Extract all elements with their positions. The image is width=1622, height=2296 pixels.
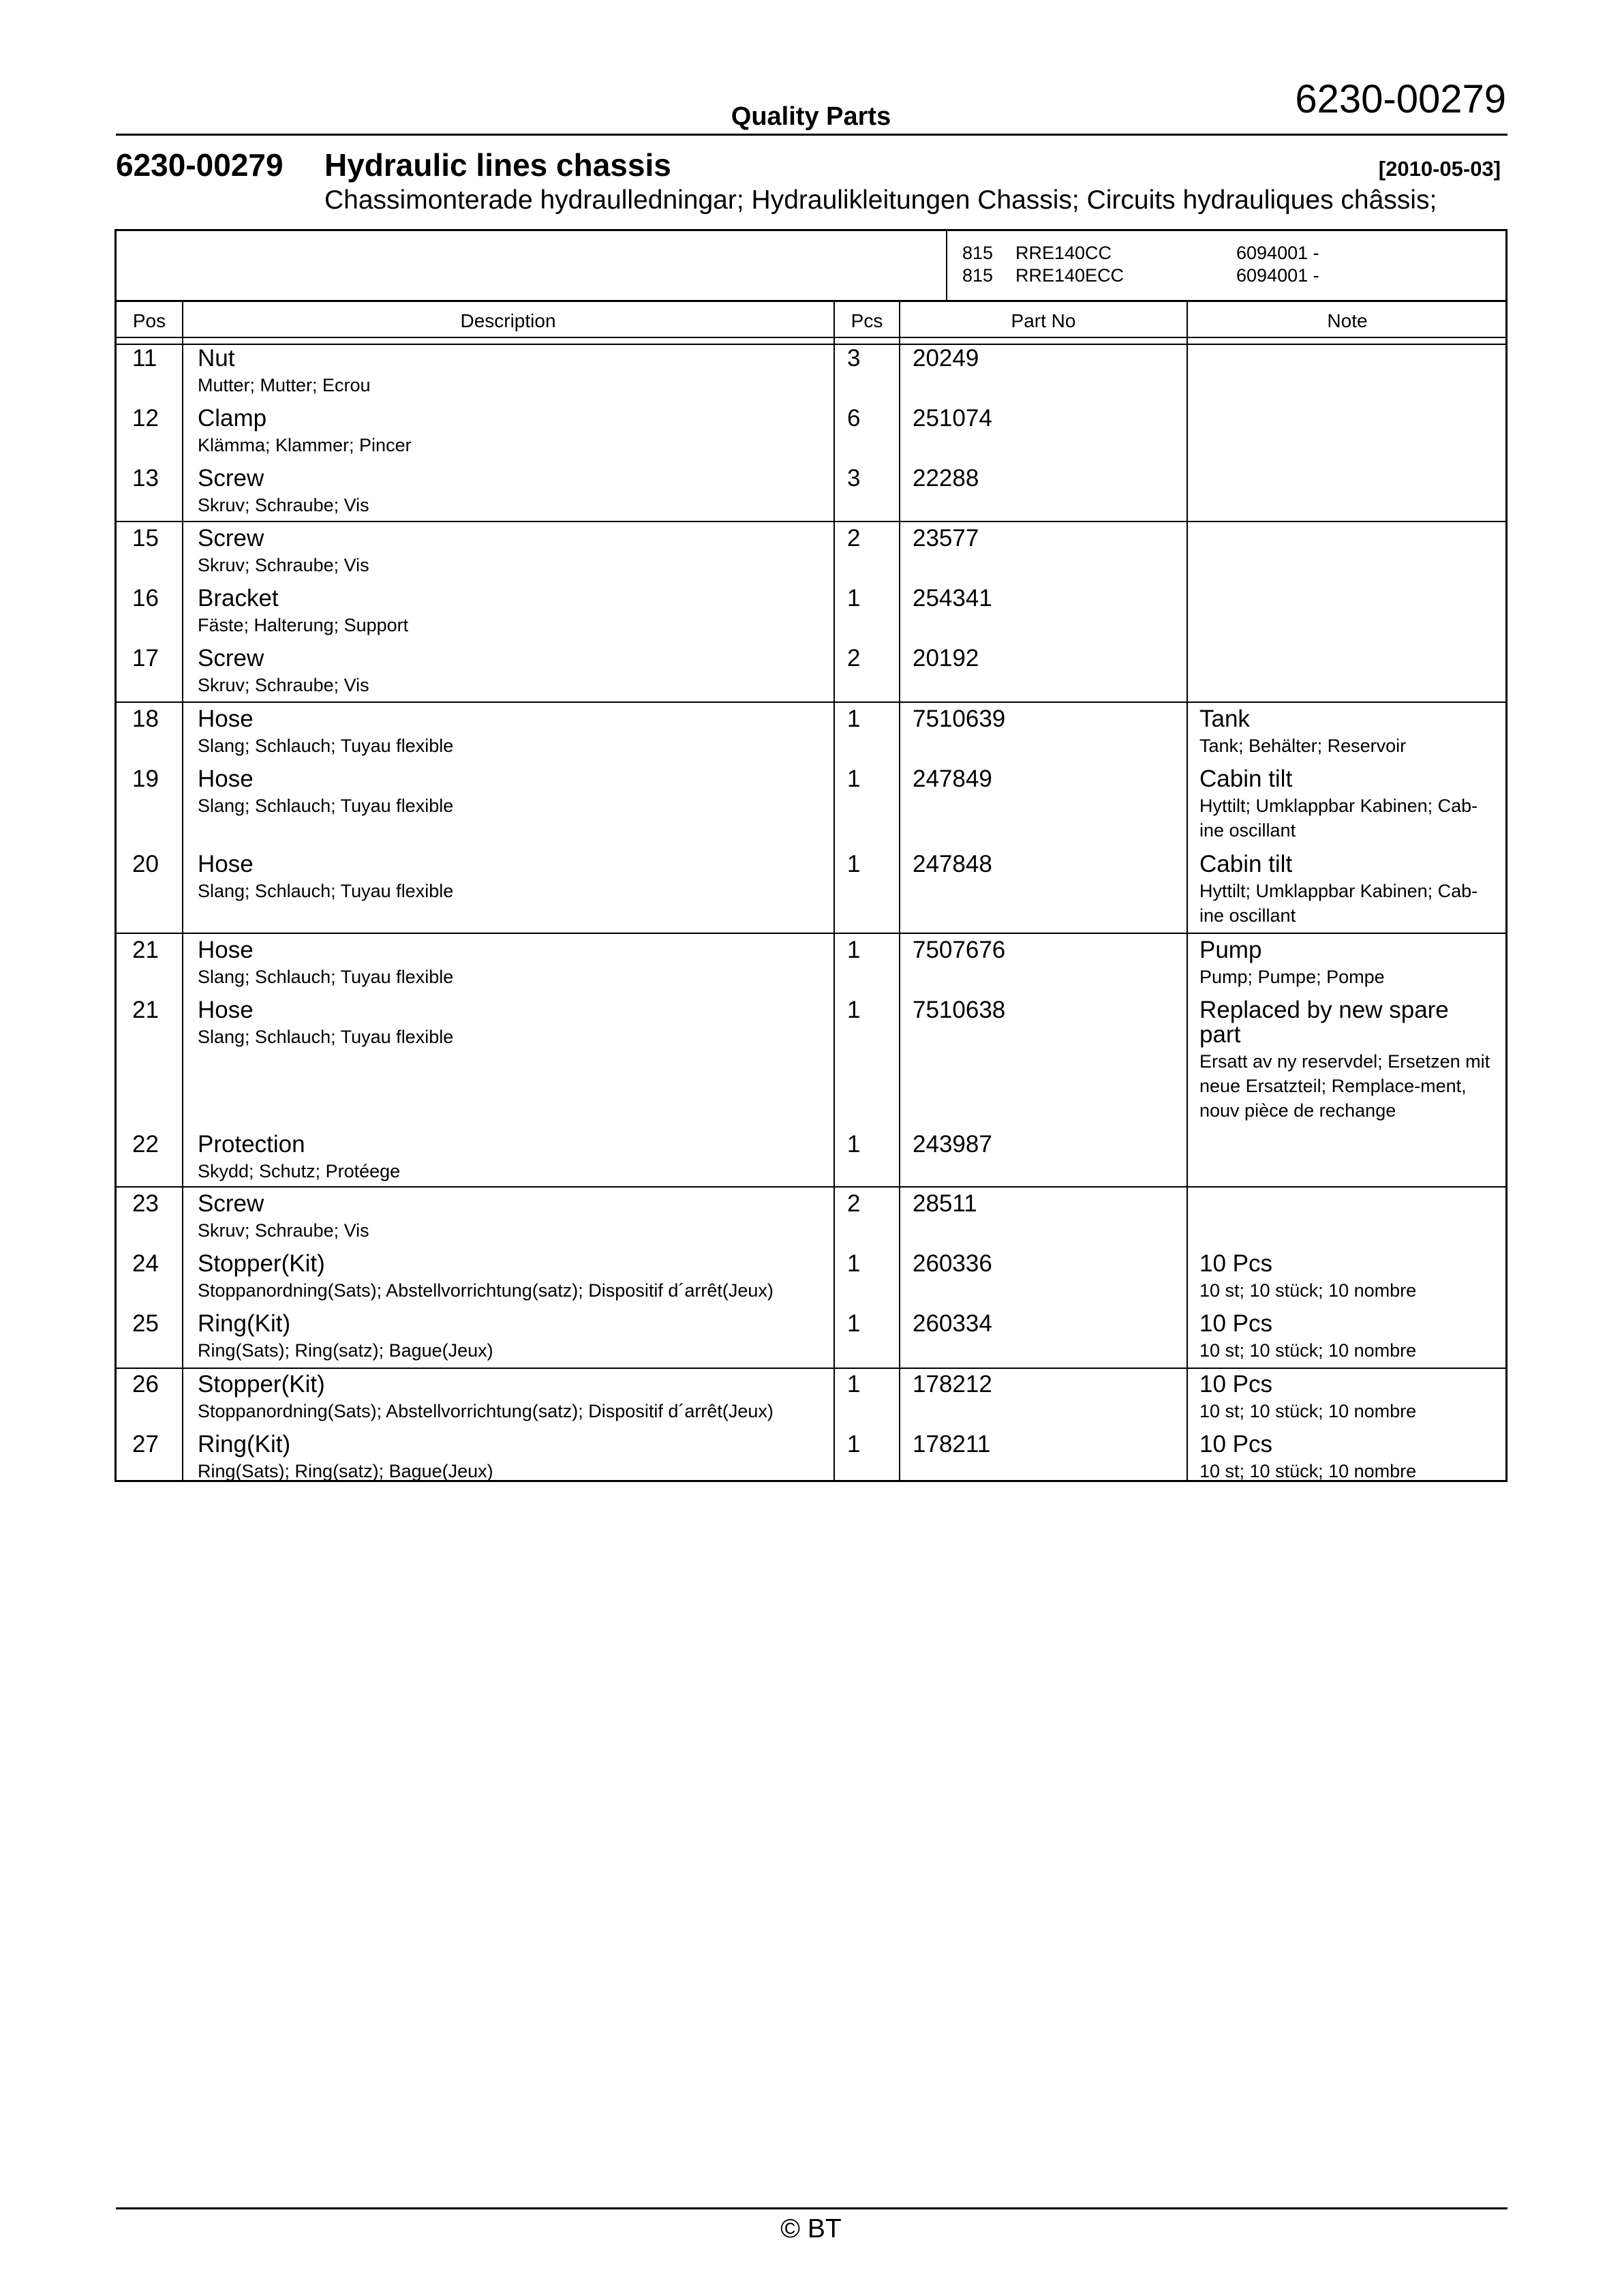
row-pcs: 1 [847, 1431, 861, 1457]
column-divider [899, 301, 900, 1481]
row-part-no: 22288 [913, 465, 979, 492]
row-description: Screw [198, 645, 264, 671]
group-separator [116, 1368, 1506, 1369]
group-separator [116, 933, 1506, 934]
row-pos: 16 [132, 585, 159, 611]
row-translations: Mutter; Mutter; Ecrou [198, 375, 371, 395]
row-pos: 13 [132, 465, 159, 492]
header-rule-bottom [116, 344, 1506, 345]
row-translations: Skydd; Schutz; Protéege [198, 1161, 401, 1181]
row-translations: Slang; Schlauch; Tuyau flexible [198, 796, 454, 816]
model-box-bottom [116, 300, 1506, 302]
row-part-no: 247848 [913, 851, 992, 877]
row-description: Hose [198, 766, 254, 792]
row-pcs: 1 [847, 997, 861, 1023]
row-note-detail: 10 st; 10 stück; 10 nombre [1199, 1461, 1417, 1481]
row-description: Screw [198, 1190, 264, 1217]
row-note-detail: Hyttilt; Umklappbar Kabinen; Cab-ine oscillant [1199, 796, 1478, 841]
column-header-pos: Pos [132, 310, 166, 331]
row-note-detail: Ersatt av ny reservdel; Ersetzen mit neue Ersatzteil; Remplace-ment, nouv pièce de rechange [1199, 1051, 1490, 1121]
row-pcs: 2 [847, 525, 861, 552]
row-translations: Fäste; Halterung; Support [198, 615, 409, 635]
row-translations: Skruv; Schraube; Vis [198, 1220, 369, 1241]
row-part-no: 254341 [913, 585, 992, 611]
row-description: Bracket [198, 585, 279, 611]
header-title: Quality Parts [731, 102, 891, 131]
column-divider [182, 301, 183, 1481]
row-part-no: 28511 [913, 1190, 977, 1217]
row-description: Screw [198, 465, 264, 492]
model-serial: 6094001 - [1236, 265, 1319, 286]
header-rule-top [116, 337, 1506, 338]
row-note-detail: 10 st; 10 stück; 10 nombre [1199, 1280, 1417, 1301]
copyright: © BT [780, 2214, 842, 2244]
group-separator [116, 521, 1506, 522]
row-pos: 23 [132, 1190, 159, 1217]
row-translations: Skruv; Schraube; Vis [198, 675, 369, 695]
row-description: Stopper(Kit) [198, 1250, 325, 1277]
column-divider [833, 301, 835, 1481]
row-pcs: 3 [847, 345, 861, 372]
row-part-no: 178212 [913, 1371, 992, 1398]
row-part-no: 20249 [913, 345, 979, 372]
row-pos: 22 [132, 1131, 159, 1158]
row-note: Cabin tilt [1199, 766, 1293, 792]
title-number: 6230-00279 [116, 147, 284, 183]
row-description: Ring(Kit) [198, 1310, 291, 1337]
row-description: Screw [198, 525, 264, 552]
row-translations: Slang; Schlauch; Tuyau flexible [198, 881, 454, 901]
row-note: Replaced by new spare part [1199, 997, 1449, 1048]
row-part-no: 260334 [913, 1310, 992, 1337]
row-part-no: 7507676 [913, 937, 1006, 963]
row-pcs: 1 [847, 1250, 861, 1277]
model-code: 815 [962, 265, 994, 286]
column-header-part-no: Part No [1011, 310, 1076, 331]
model-serial: 6094001 - [1236, 243, 1319, 263]
row-note: 10 Pcs [1199, 1431, 1272, 1457]
model-code: 815 [962, 243, 994, 263]
row-pos: 21 [132, 937, 159, 963]
row-translations: Slang; Schlauch; Tuyau flexible [198, 967, 454, 987]
row-description: Nut [198, 345, 235, 372]
revision-date: [2010-05-03] [1378, 157, 1501, 181]
row-pcs: 1 [847, 585, 861, 611]
title-translations: Chassimonterade hydraulledningar; Hydraulikleitungen Chassis; Circuits hydrauliques châssis; [324, 185, 1437, 215]
row-translations: Slang; Schlauch; Tuyau flexible [198, 736, 454, 756]
row-note-detail: Pump; Pumpe; Pompe [1199, 967, 1385, 987]
row-translations: Stoppanordning(Sats); Abstellvorrichtung(satz); Dispositif d´arrêt(Jeux) [198, 1401, 774, 1421]
row-part-no: 7510638 [913, 997, 1006, 1023]
row-pcs: 1 [847, 706, 861, 732]
row-translations: Slang; Schlauch; Tuyau flexible [198, 1027, 454, 1047]
row-part-no: 23577 [913, 525, 979, 552]
row-part-no: 7510639 [913, 706, 1006, 732]
row-part-no: 243987 [913, 1131, 992, 1158]
row-note-detail: Tank; Behälter; Reservoir [1199, 736, 1407, 756]
group-separator [116, 1186, 1506, 1188]
row-description: Hose [198, 997, 254, 1023]
row-pos: 18 [132, 706, 159, 732]
row-note-detail: 10 st; 10 stück; 10 nombre [1199, 1340, 1417, 1361]
row-translations: Klämma; Klammer; Pincer [198, 435, 412, 455]
row-pcs: 1 [847, 851, 861, 877]
header-rule [116, 134, 1508, 136]
row-note: 10 Pcs [1199, 1310, 1272, 1337]
row-note: Pump [1199, 937, 1262, 963]
row-pcs: 2 [847, 645, 861, 671]
row-pcs: 1 [847, 1310, 861, 1337]
row-pos: 11 [132, 345, 157, 372]
row-description: Protection [198, 1131, 305, 1158]
row-pos: 12 [132, 405, 159, 432]
footer-rule [116, 2207, 1508, 2209]
row-pcs: 3 [847, 465, 861, 492]
row-note: 10 Pcs [1199, 1371, 1272, 1398]
row-pos: 25 [132, 1310, 159, 1337]
row-translations: Ring(Sats); Ring(satz); Bague(Jeux) [198, 1461, 493, 1481]
model-box-divider [946, 230, 947, 300]
row-pcs: 2 [847, 1190, 861, 1217]
row-translations: Skruv; Schraube; Vis [198, 495, 369, 515]
row-pos: 17 [132, 645, 159, 671]
row-note: Tank [1199, 706, 1250, 732]
row-note: Cabin tilt [1199, 851, 1293, 877]
row-description: Hose [198, 851, 254, 877]
column-header-note: Note [1327, 310, 1368, 331]
page-title: Hydraulic lines chassis [324, 147, 671, 183]
row-pos: 24 [132, 1250, 159, 1277]
row-description: Hose [198, 937, 254, 963]
row-note: 10 Pcs [1199, 1250, 1272, 1277]
row-translations: Ring(Sats); Ring(satz); Bague(Jeux) [198, 1340, 493, 1361]
row-part-no: 20192 [913, 645, 979, 671]
column-divider [1187, 301, 1188, 1481]
row-description: Clamp [198, 405, 267, 432]
row-pos: 19 [132, 766, 159, 792]
row-part-no: 247849 [913, 766, 992, 792]
model-name: RRE140ECC [1015, 265, 1124, 286]
row-part-no: 251074 [913, 405, 992, 432]
row-pos: 21 [132, 997, 159, 1023]
row-pcs: 1 [847, 937, 861, 963]
row-pos: 27 [132, 1431, 159, 1457]
row-pos: 15 [132, 525, 159, 552]
row-pos: 20 [132, 851, 159, 877]
row-part-no: 260336 [913, 1250, 992, 1277]
column-header-description: Description [460, 310, 556, 331]
header-doc-number: 6230-00279 [1295, 77, 1506, 121]
column-header-pcs: Pcs [851, 310, 883, 331]
row-description: Hose [198, 706, 254, 732]
row-translations: Skruv; Schraube; Vis [198, 555, 369, 575]
row-description: Stopper(Kit) [198, 1371, 325, 1398]
row-note-detail: 10 st; 10 stück; 10 nombre [1199, 1401, 1417, 1421]
row-pcs: 1 [847, 766, 861, 792]
row-description: Ring(Kit) [198, 1431, 291, 1457]
row-part-no: 178211 [913, 1431, 991, 1457]
row-pcs: 1 [847, 1131, 861, 1158]
group-separator [116, 701, 1506, 703]
row-pcs: 6 [847, 405, 861, 432]
row-pos: 26 [132, 1371, 159, 1398]
row-translations: Stoppanordning(Sats); Abstellvorrichtung(satz); Dispositif d´arrêt(Jeux) [198, 1280, 774, 1301]
row-note-detail: Hyttilt; Umklappbar Kabinen; Cab-ine oscillant [1199, 881, 1478, 926]
row-pcs: 1 [847, 1371, 861, 1398]
model-name: RRE140CC [1015, 243, 1112, 263]
